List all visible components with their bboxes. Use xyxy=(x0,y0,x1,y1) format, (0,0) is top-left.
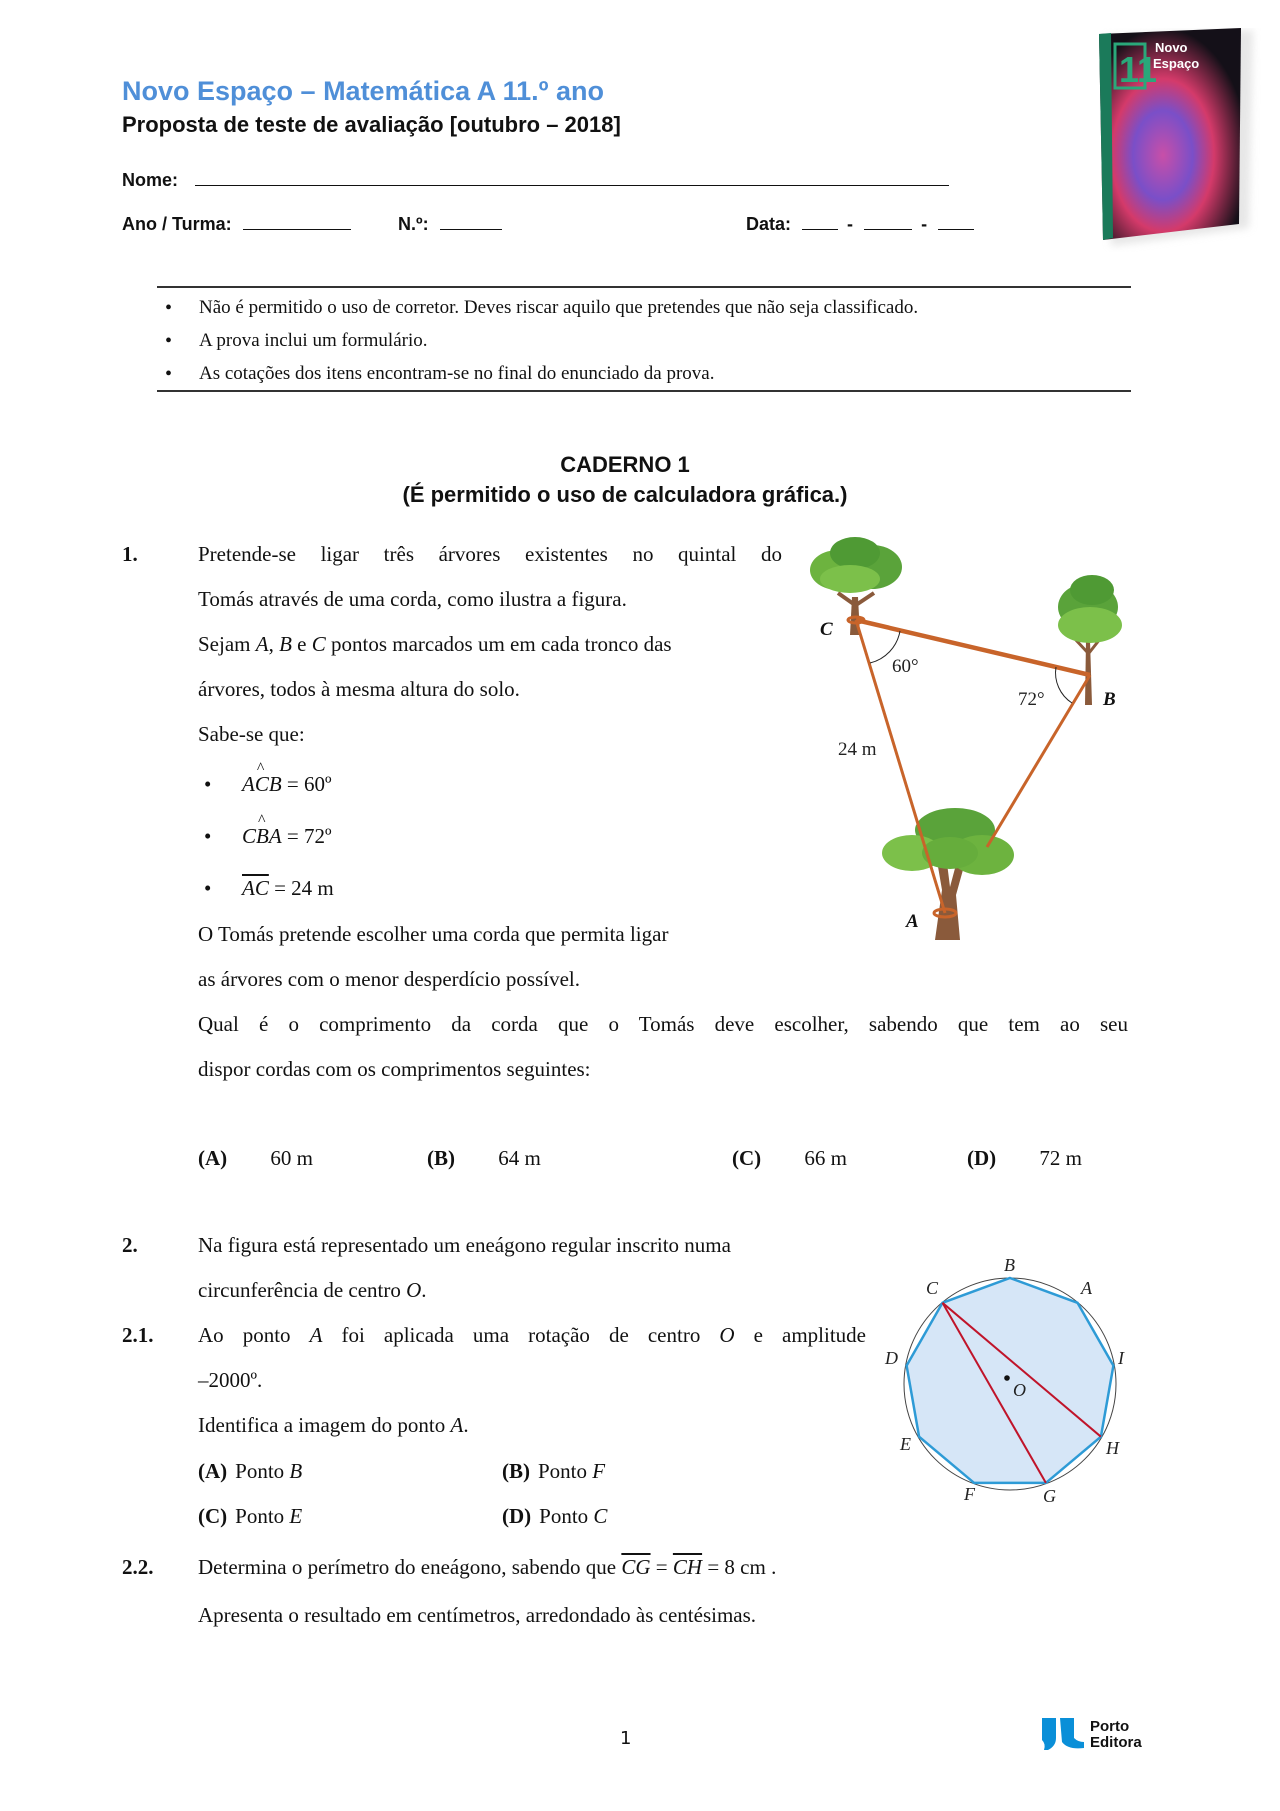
given-angle-acb: • AC ^B = 60º xyxy=(242,772,332,797)
date-label: Data: xyxy=(746,214,792,234)
number-field[interactable] xyxy=(398,213,502,235)
svg-text:C: C xyxy=(926,1278,939,1298)
instructions-list xyxy=(157,293,1131,392)
document-subtitle: Proposta de teste de avaliação [outubro – 2018] xyxy=(122,112,621,137)
svg-text:Porto: Porto xyxy=(1090,1718,1130,1735)
vertex-label-b: B xyxy=(1103,689,1116,710)
document-title: Novo Espaço – Matemática A 11.º ano xyxy=(122,76,605,106)
section-title: CADERNO 1 xyxy=(560,452,690,477)
number-blank[interactable] xyxy=(440,213,502,230)
class-label: Ano / Turma: xyxy=(122,214,232,234)
q1-text-line: as árvores com o menor desperdício possível. xyxy=(198,967,580,991)
date-year-blank[interactable] xyxy=(938,213,974,230)
svg-text:E: E xyxy=(900,1434,911,1454)
class-blank[interactable] xyxy=(243,213,351,230)
q21-option-d[interactable]: (D) Ponto C xyxy=(502,1504,608,1528)
given-angle-cba: • CB ^A = 72º xyxy=(242,824,332,849)
date-month-blank[interactable] xyxy=(864,213,912,230)
q1-text-line: Qual é o comprimento da corda que o Tomás deve escolher, sabendo que tem ao seu xyxy=(198,1012,1128,1036)
instruction-item: • As cotações dos itens encontram-se no final do enunciado da prova. xyxy=(157,359,1131,392)
angle-label-c: 60° xyxy=(892,656,919,677)
svg-text:G: G xyxy=(1043,1486,1056,1506)
svg-text:O: O xyxy=(1013,1380,1026,1400)
number-label: N.º: xyxy=(398,214,429,234)
svg-text:11: 11 xyxy=(1119,49,1158,90)
book-cover-image xyxy=(1093,28,1261,252)
q1-option-b[interactable]: (B) 64 m xyxy=(427,1146,541,1170)
q22-text-line: Determina o perímetro do eneágono, sabendo que $\overline{CG} = \overline{CH} = 8$ cm . xyxy=(198,1555,777,1579)
q21-text-line: –2000º. xyxy=(198,1368,263,1392)
page-number: 1 xyxy=(620,1728,632,1749)
q1-text-line: árvores, todos à mesma altura do solo. xyxy=(198,677,520,701)
svg-text:H: H xyxy=(1106,1438,1119,1458)
q1-text-line: Pretende-se ligar três árvores existentes no quintal do xyxy=(198,542,782,566)
svg-text:D: D xyxy=(885,1348,898,1368)
question-number: 2.1. xyxy=(122,1323,154,1347)
vertex-label-a: A xyxy=(906,911,919,932)
q2-text-line: Na figura está representado um eneágono regular inscrito numa xyxy=(198,1233,731,1257)
date-field[interactable] xyxy=(746,213,974,235)
svg-text:Novo: Novo xyxy=(1155,40,1188,55)
q1-text-line: O Tomás pretende escolher uma corda que permita ligar xyxy=(198,922,669,946)
tree-b-icon xyxy=(1058,575,1122,705)
name-blank[interactable] xyxy=(195,169,949,186)
svg-text:I: I xyxy=(1118,1348,1124,1368)
q21-option-b[interactable]: (B) Ponto F xyxy=(502,1459,606,1483)
vertex-label-c: C xyxy=(820,619,833,640)
question-number: 2. xyxy=(122,1233,138,1257)
porto-editora-logo xyxy=(1040,1716,1160,1752)
instruction-item: • Não é permitido o uso de corretor. Deves riscar aquilo que pretendes que não seja classificado. xyxy=(157,293,1131,326)
question-number: 1. xyxy=(122,542,138,566)
q21-option-a[interactable]: (A) Ponto B xyxy=(198,1459,303,1483)
center-point xyxy=(1004,1375,1010,1381)
nonagon-figure xyxy=(880,1244,1140,1514)
class-field[interactable] xyxy=(122,213,351,235)
q1-option-a[interactable]: (A) 60 m xyxy=(198,1146,313,1170)
date-separator: - xyxy=(847,214,854,234)
side-label-ac: 24 m xyxy=(838,739,877,760)
q2-text-line: circunferência de centro O. xyxy=(198,1278,427,1302)
section-subtitle: (É permitido o uso de calculadora gráfica.) xyxy=(402,482,848,507)
angle-label-b: 72° xyxy=(1018,689,1045,710)
q22-text-line: Apresenta o resultado em centímetros, arredondado às centésimas. xyxy=(198,1603,757,1627)
q1-text-line: Sejam A, B e C pontos marcados um em cada tronco das xyxy=(198,632,672,656)
svg-text:Editora: Editora xyxy=(1090,1734,1142,1751)
svg-text:B: B xyxy=(1004,1255,1015,1275)
name-label: Nome: xyxy=(122,170,179,190)
tree-a-icon xyxy=(882,808,1014,940)
q1-option-d[interactable]: (D) 72 m xyxy=(967,1146,1082,1170)
q1-text-line: Tomás através de uma corda, como ilustra a figura. xyxy=(198,587,627,611)
svg-text:F: F xyxy=(964,1484,975,1504)
instructions-top-rule xyxy=(157,286,1131,288)
instruction-item: • A prova inclui um formulário. xyxy=(157,326,1131,359)
svg-text:Espaço: Espaço xyxy=(1153,56,1200,71)
q1-text-line: dispor cordas com os comprimentos seguintes: xyxy=(198,1057,591,1081)
q21-text-line: Ao ponto A foi aplicada uma rotação de centro O e amplitude xyxy=(198,1323,867,1347)
svg-text:A: A xyxy=(1081,1278,1092,1298)
q1-option-c[interactable]: (C) 66 m xyxy=(732,1146,847,1170)
trees-triangle-figure xyxy=(800,535,1140,955)
question-number: 2.2. xyxy=(122,1555,154,1579)
date-separator: - xyxy=(921,214,928,234)
date-day-blank[interactable] xyxy=(802,213,838,230)
q21-option-c[interactable]: (C) Ponto E xyxy=(198,1504,303,1528)
given-length-ac: • $\overline{AC} = 24$ m xyxy=(204,876,334,900)
name-field[interactable] xyxy=(122,169,949,191)
q21-text-line: Identifica a imagem do ponto A. xyxy=(198,1413,469,1437)
nonagon-shape xyxy=(907,1278,1114,1483)
instructions-bottom-rule xyxy=(157,390,1131,392)
q1-text-line: Sabe-se que: xyxy=(198,722,305,746)
